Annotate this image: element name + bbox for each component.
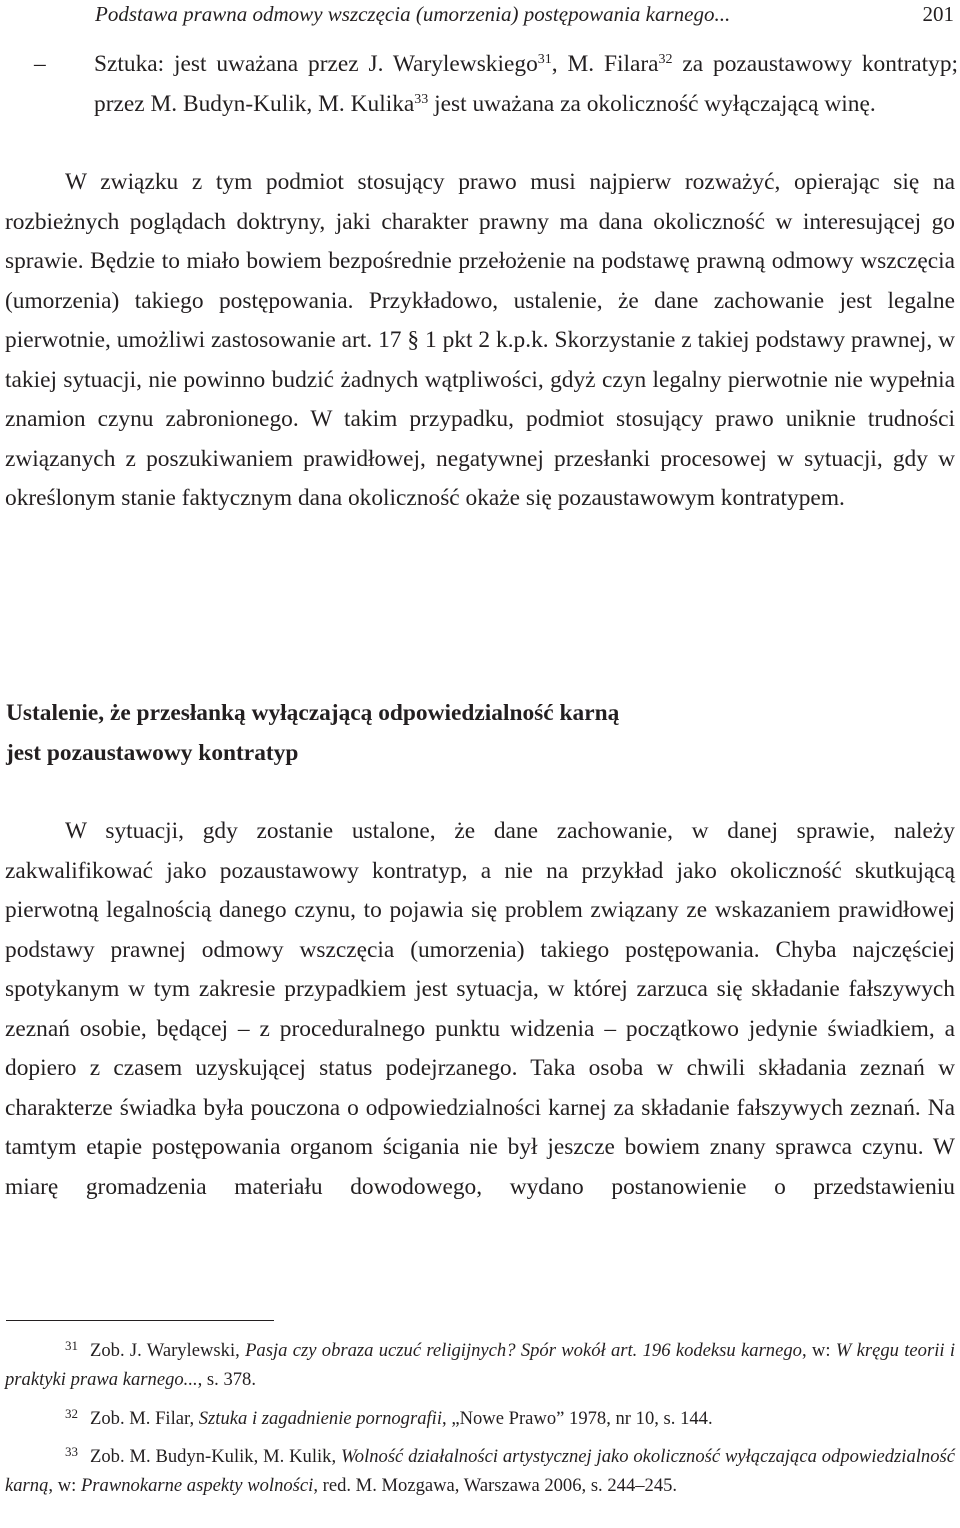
footnote-32: 32 Zob. M. Filar, Sztuka i zagadnienie pornografii, „Nowe Prawo” 1978, nr 10, s. 144. xyxy=(65,1406,713,1429)
section-heading-line-2: jest pozaustawowy kontratyp xyxy=(6,739,299,766)
footnote-title: Sztuka i zagadnienie pornografii xyxy=(198,1408,443,1429)
footnote-ref-32[interactable]: 32 xyxy=(658,52,673,67)
list-text-3: za pozaustawowy kontratyp; przez M. Budyn-Kulik, M. Kulika xyxy=(94,51,959,117)
paragraph-2-text: W sytuacji, gdy zostanie ustalone, że dane zachowanie, w danej sprawie, należy zakwalifikować jako pozaustawowy kontratyp, a nie na przykład jako okoliczność skutkującą pierwotną legalnością danego czynu, to pojawia się problem związany ze wskazaniem prawidłowej podstawy prawnej odmowy wszczęcia (umorzenia) takiego postępowania. Chyba najczęściej spotykanym w tym zakresie przypadkiem jest sytuacja, w której zarzuca się składanie fałszywych zeznań osobie, będącej – z proceduralnego punktu widzenia – początkowo jedynie świadkiem, a dopiero z czasem uzyskującej status podejrzanego. Taka osoba w chwili składania zeznań w charakterze świadka była pouczona o odpowiedzialności karnej za składanie fałszywych zeznań. Na tamtym etapie postępowania organom ścigania nie był jeszcze bowiem znany sprawca czynu. W miarę gromadzenia materiału dowodowego, wydano postanowienie o przedstawieniu xyxy=(5,818,955,1200)
footnote-ref-33[interactable]: 33 xyxy=(414,91,429,107)
footnote-ref-31[interactable]: 31 xyxy=(537,52,552,67)
footnote-text: , red. M. Mozgawa, Warszawa 2006, s. 244–245. xyxy=(313,1475,678,1496)
section-heading xyxy=(6,694,956,773)
list-text-2: , M. Filara xyxy=(551,51,659,77)
paragraph-1 xyxy=(5,163,955,519)
paragraph-2 xyxy=(5,812,955,1207)
footnote-text: , „Nowe Prawo” 1978, nr 10, s. 144. xyxy=(442,1408,713,1429)
footnote-text: Zob. J. Warylewski, xyxy=(90,1340,246,1361)
header-title: Podstawa prawna odmowy wszczęcia (umorzenia) postępowania karnego... xyxy=(95,2,731,26)
page-number: 201 xyxy=(922,2,954,26)
list-text-1: Sztuka: jest uważana przez J. Warylewskiego xyxy=(94,51,538,77)
footnote-text: , s. 378. xyxy=(197,1369,256,1390)
footnote-text: Zob. M. Budyn-Kulik, M. Kulik, xyxy=(90,1446,341,1467)
footnote-31: 31 Zob. J. Warylewski, Pasja czy obraza uczuć religijnych? Spór wokół art. 196 kodeksu karnego, w: W kręgu teorii i praktyki prawa karnego..., s. 378. xyxy=(5,1338,955,1390)
section-heading-line-1: Ustalenie, że przesłanką wyłączającą odpowiedzialność karną xyxy=(6,700,620,726)
footnote-title: Pasja czy obraza uczuć religijnych? Spór wokół art. 196 kodeksu karnego xyxy=(245,1340,802,1361)
footnote-text: , w: xyxy=(48,1475,81,1496)
footnote-source: Prawnokarne aspekty wolności xyxy=(80,1475,314,1496)
list-block xyxy=(34,45,958,124)
footnote-separator xyxy=(6,1320,274,1321)
footnote-title: Wolność działalności artystycznej jako okoliczność wyłączająca odpowiedzialność karną xyxy=(5,1446,955,1496)
footnote-source: W kręgu teorii i praktyki prawa karnego... xyxy=(5,1340,955,1390)
footnote-33: 33 Zob. M. Budyn-Kulik, M. Kulik, Wolność działalności artystycznej jako okoliczność wyłączająca odpowiedzialność karną, w: Prawnokarne aspekty wolności, red. M. Mozgawa, Warszawa 2006, s. 244–245. xyxy=(5,1444,955,1496)
footnote-text: , w: xyxy=(801,1340,836,1361)
running-header xyxy=(95,0,954,28)
paragraph-1-text: W związku z tym podmiot stosujący prawo musi najpierw rozważyć, opierając się na rozbieżnych poglądach doktryny, jaki charakter prawny ma dana okoliczność w interesującej go sprawie. Będzie to miało bowiem bezpośrednie przełożenie na podstawę prawną odmowy wszczęcia (umorzenia) takiego postępowania. Przykładowo, ustalenie, że dane zachowanie jest legalne pierwotnie, umożliwi zastosowanie art. 17 § 1 pkt 2 k.p.k. Skorzystanie z takiej podstawy prawnej, w takiej sytuacji, nie powinno budzić żadnych wątpliwości, gdyż czyn legalny pierwotnie nie wypełnia znamion czynu zabronionego. W takim przypadku, podmiot stosujący prawo uniknie trudności związanych z poszukiwaniem prawidłowej, negatywnej przesłanki procesowej w sytuacji, gdy w określonym stanie faktycznym dana okoliczność okaże się pozaustawowym kontratypem. xyxy=(5,169,955,511)
list-item xyxy=(34,45,958,124)
list-dash: – xyxy=(34,51,46,77)
list-text-4: jest uważana za okoliczność wyłączającą winę. xyxy=(428,90,876,117)
footnote-text: Zob. M. Filar, xyxy=(90,1408,199,1429)
